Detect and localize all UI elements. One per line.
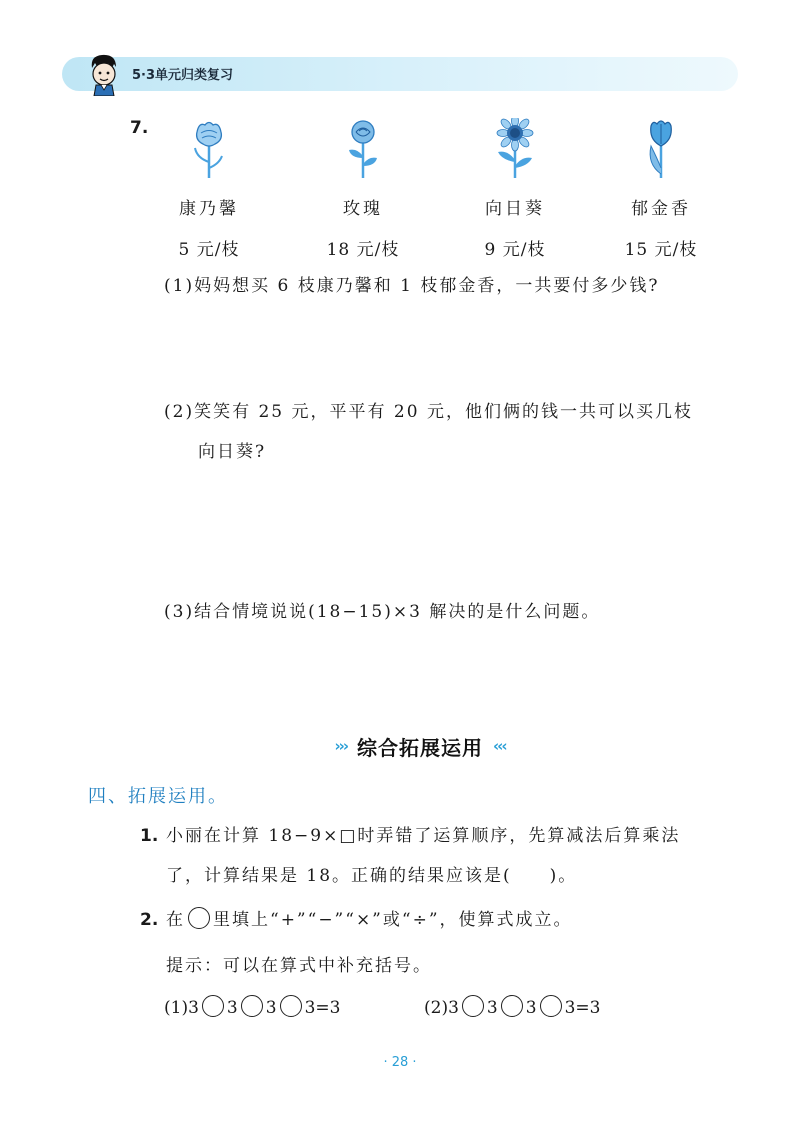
- operator-circle[interactable]: [241, 995, 263, 1017]
- operator-circle[interactable]: [501, 995, 523, 1017]
- operator-circle[interactable]: [202, 995, 224, 1017]
- equation-result: =3: [575, 998, 601, 1018]
- digit: 3: [304, 998, 316, 1018]
- item-1-line-2: 了，计算结果是 18。正确的结果应该是( )。: [166, 866, 578, 886]
- problem-number: 7.: [130, 118, 149, 138]
- item-number: 1.: [140, 826, 159, 846]
- flower-name: 玫瑰: [343, 199, 383, 219]
- instruction-pre: 在: [166, 910, 185, 930]
- flower-item-carnation: [144, 118, 274, 260]
- digit: 3: [486, 998, 498, 1018]
- section-title: 综合拓展运用: [357, 735, 483, 760]
- chevrons-left-icon: ‹‹‹: [493, 737, 506, 755]
- operator-circle[interactable]: [540, 995, 562, 1017]
- flower-item-rose: [298, 118, 428, 260]
- question-3: (3)结合情境说说(18−15)×3 解决的是什么问题。: [164, 602, 601, 622]
- item-2-instruction: [166, 902, 573, 938]
- item-1-line-1: 小丽在计算 18−9×□时弄错了运算顺序，先算减法后算乘法: [166, 826, 681, 846]
- part-title: 四、拓展运用。: [88, 786, 228, 807]
- digit: 3: [188, 998, 199, 1018]
- equation-1: [164, 990, 340, 1026]
- flower-price: 15 元/枝: [624, 240, 698, 260]
- flower-price: 5 元/枝: [178, 240, 240, 260]
- item-number: 2.: [140, 910, 159, 930]
- digit: 3: [525, 998, 537, 1018]
- equation-result: =3: [315, 998, 341, 1018]
- question-2-line-2: 向日葵?: [198, 442, 267, 462]
- flower-item-sunflower: [450, 118, 580, 260]
- equation-label: (1): [164, 998, 189, 1018]
- digit: 3: [226, 998, 238, 1018]
- flower-name: 康乃馨: [179, 199, 239, 219]
- equation-label: (2): [424, 998, 449, 1018]
- digit: 3: [265, 998, 277, 1018]
- hint-text: 提示：可以在算式中补充括号。: [166, 956, 432, 976]
- rose-icon: [343, 118, 383, 180]
- flower-item-tulip: [596, 118, 726, 260]
- operator-circle[interactable]: [280, 995, 302, 1017]
- mascot-icon: [86, 52, 122, 96]
- carnation-icon: [189, 118, 229, 180]
- blank-circle[interactable]: [188, 907, 210, 929]
- tulip-icon: [641, 118, 681, 180]
- digit: 3: [448, 998, 459, 1018]
- flower-price: 9 元/枝: [484, 240, 546, 260]
- digit: 3: [564, 998, 576, 1018]
- question-2-line-1: (2)笑笑有 25 元，平平有 20 元，他们俩的钱一共可以买几枝: [164, 402, 693, 422]
- chevrons-right-icon: ›››: [334, 737, 347, 755]
- question-1: (1)妈妈想买 6 枝康乃馨和 1 枝郁金香，一共要付多少钱?: [164, 276, 660, 296]
- sunflower-icon: [492, 118, 538, 180]
- flower-name: 向日葵: [485, 199, 545, 219]
- flower-name: 郁金香: [631, 199, 691, 219]
- equation-2: [424, 990, 600, 1026]
- section-banner: [300, 728, 540, 764]
- header-title: 5·3单元归类复习: [132, 68, 234, 83]
- flower-price: 18 元/枝: [326, 240, 400, 260]
- page-number: · 28 ·: [383, 1055, 417, 1070]
- operator-circle[interactable]: [462, 995, 484, 1017]
- instruction-post: 里填上“+”“−”“×”或“÷”，使算式成立。: [213, 910, 573, 930]
